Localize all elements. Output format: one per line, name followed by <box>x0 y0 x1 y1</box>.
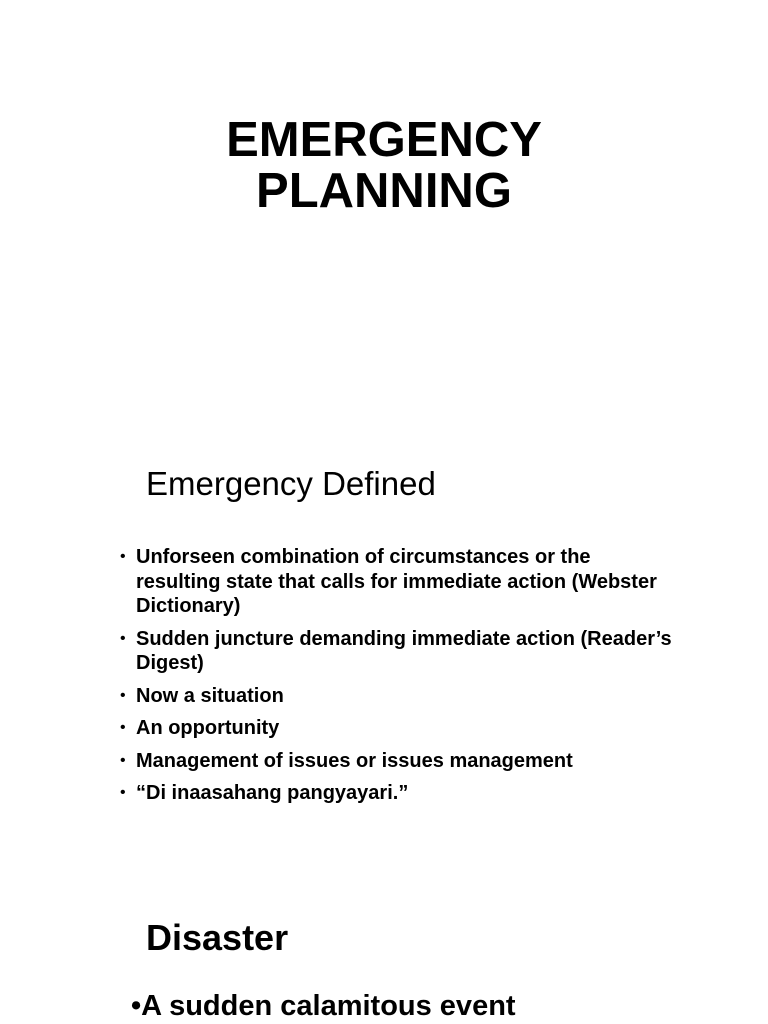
slide-heading: Emergency Defined <box>146 465 436 502</box>
bullet-text: Now a situation <box>136 684 284 707</box>
bullet-text: Sudden juncture demanding immediate action (Reader’s Digest) <box>136 627 672 674</box>
bullet-text: A sudden calamitous event <box>141 990 516 1022</box>
bullet-icon: • <box>131 990 142 1022</box>
bullet-item <box>120 781 680 806</box>
bullet-icon: • <box>120 629 126 647</box>
slide-title-line-1: EMERGENCY <box>226 113 542 167</box>
title-slide <box>0 0 768 380</box>
bullet-item <box>120 716 680 741</box>
bullet-icon: • <box>120 719 126 736</box>
bullet-item <box>120 684 680 709</box>
bullet-item <box>120 749 680 774</box>
bullet-icon: • <box>120 686 126 704</box>
bullet-text: Unforseen combination of circumstances or the resulting state that calls for immediate action (Webster Dictionary) <box>136 546 657 617</box>
bullet-text: “Di inaasahang pangyayari.” <box>136 782 409 804</box>
bullet-item <box>120 545 680 619</box>
bullet-text: An opportunity <box>136 717 280 739</box>
bullet-item <box>120 627 680 676</box>
bullet-icon: • <box>120 784 126 801</box>
bullet-icon: • <box>120 548 126 565</box>
bullet-list <box>120 545 680 814</box>
slide-heading: Disaster <box>146 917 289 958</box>
bullet-icon: • <box>120 751 126 769</box>
bullet-text: Management of issues or issues management <box>136 749 573 772</box>
emergency-defined-slide <box>0 450 768 850</box>
slide-title-line-2: PLANNING <box>256 164 512 218</box>
bullet-item <box>131 989 516 1023</box>
disaster-slide <box>0 900 768 1024</box>
